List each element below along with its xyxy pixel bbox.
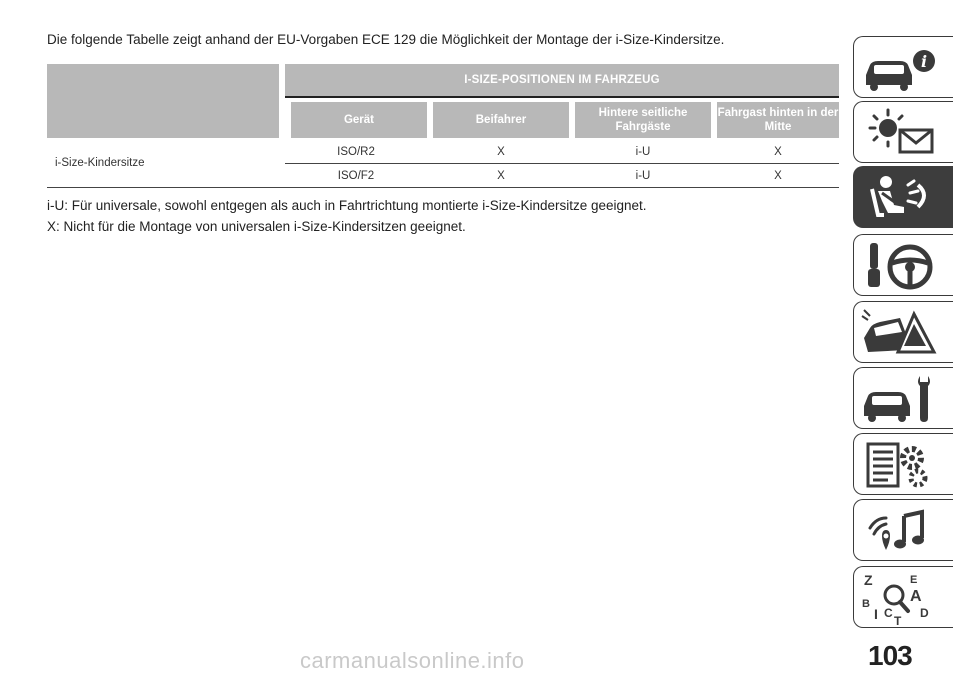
- table-group-header: I-SIZE-POSITIONEN IM FAHRZEUG: [285, 64, 839, 96]
- key-steering-wheel-icon: [860, 239, 940, 293]
- row-label: i-Size-Kindersitze: [55, 157, 145, 169]
- table-cell: i-U: [635, 170, 651, 182]
- svg-text:i: i: [920, 52, 928, 71]
- table-cell: X: [774, 170, 782, 182]
- alphabetical-index-icon: [860, 571, 940, 625]
- note-x: X: Nicht für die Montage von universalen i-Size-Kindersitzen geeignet.: [47, 219, 466, 234]
- tab-multimedia[interactable]: [853, 499, 953, 561]
- table-header-corner: [47, 64, 279, 138]
- svg-text:T: T: [894, 614, 902, 625]
- tab-index[interactable]: [853, 566, 953, 628]
- seat-safety-airbag-icon: [860, 171, 940, 225]
- svg-text:E: E: [910, 574, 918, 586]
- table-cell: X: [774, 146, 782, 158]
- tab-safety[interactable]: [853, 166, 953, 228]
- table-cell: ISO/R2: [337, 146, 375, 158]
- svg-text:C: C: [884, 606, 893, 620]
- technical-data-icon: [860, 438, 940, 492]
- column-header-rear-outer: Hintere seitliche Fahrgäste: [575, 102, 711, 138]
- svg-text:I: I: [874, 606, 878, 622]
- car-info-icon: [860, 41, 940, 95]
- tab-emergency[interactable]: [853, 301, 953, 363]
- emergency-breakdown-icon: [860, 306, 940, 360]
- table-cell: i-U: [635, 146, 651, 158]
- warning-light-message-icon: [860, 106, 940, 160]
- intro-text: Die folgende Tabelle zeigt anhand der EU-Vorgaben ECE 129 die Möglichkeit der Montage der i-Size-Kindersitze.: [47, 32, 725, 47]
- column-header-passenger: Beifahrer: [433, 102, 569, 138]
- tab-technical-data[interactable]: [853, 433, 953, 495]
- svg-text:Z: Z: [864, 572, 873, 588]
- tab-maintenance[interactable]: [853, 367, 953, 429]
- watermark: carmanualsonline.info: [300, 648, 525, 673]
- table-cell: ISO/F2: [337, 170, 375, 182]
- tab-warning-lights[interactable]: [853, 101, 953, 163]
- table-cell: X: [497, 146, 505, 158]
- car-maintenance-icon: [860, 372, 940, 426]
- tab-car-info[interactable]: [853, 36, 953, 98]
- header-divider: [285, 96, 839, 98]
- tab-starting-driving[interactable]: [853, 234, 953, 296]
- svg-text:D: D: [920, 606, 929, 620]
- svg-text:B: B: [862, 598, 870, 610]
- table-bottom-rule: [47, 187, 839, 188]
- svg-text:A: A: [910, 588, 922, 605]
- column-header-device: Gerät: [291, 102, 427, 138]
- page-number: 103: [868, 640, 912, 671]
- note-iu: i-U: Für universale, sowohl entgegen als auch in Fahrtrichtung montierte i-Size-Kindersitze geeignet.: [47, 198, 647, 213]
- column-header-rear-center: Fahrgast hinten in der Mitte: [717, 102, 839, 138]
- multimedia-icon: [860, 504, 940, 558]
- table-cell: X: [497, 170, 505, 182]
- isize-positions-table: [47, 64, 839, 188]
